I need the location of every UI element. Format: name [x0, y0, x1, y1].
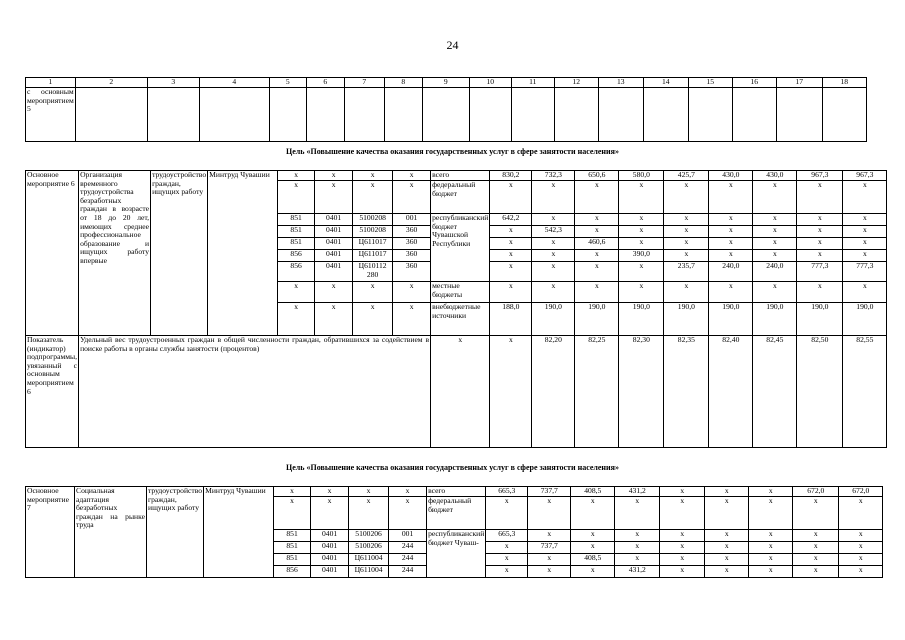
budget-code-cell: 856 — [274, 566, 311, 578]
measure-result: трудоустройство граждан, ищущих работу — [147, 487, 204, 578]
amount-cell: x — [753, 282, 797, 303]
indicator-6-value: x — [490, 336, 532, 448]
column-number: 1 — [26, 78, 76, 88]
column-number: 2 — [75, 78, 147, 88]
amount-cell: 777,3 — [797, 262, 843, 282]
column-number: 10 — [469, 78, 511, 88]
empty-cell — [75, 88, 147, 142]
amount-cell: x — [749, 566, 793, 578]
amount-cell: 240,0 — [709, 262, 753, 282]
amount-cell: x — [797, 238, 843, 250]
amount-cell: x — [709, 226, 753, 238]
budget-code-cell: 5100206 — [349, 530, 389, 542]
amount-cell: x — [571, 542, 615, 554]
budget-code-cell: 851 — [278, 238, 315, 250]
funding-source: федеральный бюджет — [427, 497, 486, 530]
empty-cell — [598, 88, 643, 142]
budget-code-cell: Ц611004 — [349, 566, 389, 578]
amount-cell: 737,7 — [528, 487, 571, 497]
funding-source: всего — [427, 487, 486, 497]
indicator-6-value: 82,50 — [797, 336, 843, 448]
amount-cell: x — [571, 566, 615, 578]
budget-code-cell: x — [315, 171, 353, 181]
amount-cell: x — [793, 530, 839, 542]
amount-cell: x — [528, 554, 571, 566]
column-number: 15 — [688, 78, 732, 88]
amount-cell: 431,2 — [615, 566, 660, 578]
amount-cell: x — [705, 487, 749, 497]
amount-cell: x — [709, 238, 753, 250]
continuation-name: с основным мероприятием 5 — [26, 88, 76, 142]
amount-cell: x — [705, 530, 749, 542]
indicator-6-value: 82,45 — [753, 336, 797, 448]
amount-cell: x — [843, 214, 887, 226]
amount-cell: 460,6 — [575, 238, 619, 250]
budget-code-cell: 360 — [393, 262, 431, 282]
budget-code-cell: 0401 — [311, 554, 349, 566]
amount-cell: x — [660, 554, 705, 566]
amount-cell: x — [619, 214, 664, 226]
empty-cell — [776, 88, 822, 142]
amount-cell: x — [753, 250, 797, 262]
budget-code-cell: x — [278, 303, 315, 336]
budget-code-cell: 851 — [274, 530, 311, 542]
budget-code-cell: 360 — [393, 250, 431, 262]
indicator-6-value: 82,30 — [619, 336, 664, 448]
indicator-6-value: x — [431, 336, 490, 448]
budget-code-cell: 5100208 — [353, 214, 393, 226]
amount-cell: x — [839, 554, 883, 566]
funding-source: республиканский бюджет Чувашской Республики — [431, 214, 490, 282]
amount-cell: x — [797, 282, 843, 303]
indicator-6-value: 82,55 — [843, 336, 887, 448]
amount-cell: 642,2 — [490, 214, 532, 226]
amount-cell: x — [709, 282, 753, 303]
amount-cell: x — [843, 226, 887, 238]
measure-executor: Минтруд Чувашии — [208, 171, 278, 336]
amount-cell: x — [490, 250, 532, 262]
budget-code-cell: 0401 — [311, 542, 349, 554]
amount-cell: x — [575, 181, 619, 214]
amount-cell: x — [486, 554, 528, 566]
funding-source: республиканский бюджет Чуваш- — [427, 530, 486, 578]
amount-cell: x — [660, 566, 705, 578]
empty-cell — [554, 88, 598, 142]
budget-code-cell: Ц610112 280 — [353, 262, 393, 282]
empty-cell — [643, 88, 688, 142]
budget-code-cell: x — [393, 282, 431, 303]
indicator-6-value: 82,20 — [532, 336, 575, 448]
amount-cell: 777,3 — [843, 262, 887, 282]
amount-cell: x — [490, 282, 532, 303]
column-number: 9 — [422, 78, 469, 88]
amount-cell: x — [490, 181, 532, 214]
amount-cell: x — [839, 530, 883, 542]
amount-cell: 190,0 — [575, 303, 619, 336]
amount-cell: x — [705, 554, 749, 566]
indicator-6-value: 82,40 — [709, 336, 753, 448]
budget-code-cell: x — [389, 487, 427, 497]
amount-cell: 190,0 — [532, 303, 575, 336]
budget-code-cell: 244 — [389, 566, 427, 578]
amount-cell: 830,2 — [490, 171, 532, 181]
measure-executor: Минтруд Чувашии — [204, 487, 274, 578]
budget-code-cell: 001 — [393, 214, 431, 226]
amount-cell: x — [843, 282, 887, 303]
amount-cell: 408,5 — [571, 554, 615, 566]
amount-cell: x — [615, 530, 660, 542]
amount-cell: x — [575, 214, 619, 226]
amount-cell: x — [664, 181, 709, 214]
budget-row — [26, 171, 887, 181]
column-number: 7 — [344, 78, 384, 88]
indicator-6-name: Показатель (индикатор) подпрограммы, увязанный с основным мероприятием 6 — [26, 336, 79, 448]
amount-cell: 190,0 — [709, 303, 753, 336]
amount-cell: x — [532, 262, 575, 282]
empty-cell — [344, 88, 384, 142]
indicator-6-row — [26, 336, 887, 448]
amount-cell: x — [660, 497, 705, 530]
amount-cell: x — [528, 566, 571, 578]
amount-cell: x — [793, 554, 839, 566]
measure-name: Основное мероприятие 7 — [26, 487, 75, 578]
empty-cell — [306, 88, 344, 142]
budget-code-cell: x — [353, 282, 393, 303]
amount-cell: 737,7 — [528, 542, 571, 554]
amount-cell: x — [664, 250, 709, 262]
funding-source: федеральный бюджет — [431, 181, 490, 214]
amount-cell: 190,0 — [797, 303, 843, 336]
budget-code-cell: 851 — [274, 542, 311, 554]
budget-code-cell: x — [353, 181, 393, 214]
amount-cell: x — [619, 282, 664, 303]
budget-code-cell: 244 — [389, 542, 427, 554]
amount-cell: 580,0 — [619, 171, 664, 181]
amount-cell: x — [664, 238, 709, 250]
column-number: 12 — [554, 78, 598, 88]
amount-cell: x — [660, 542, 705, 554]
budget-code-cell: x — [353, 171, 393, 181]
column-number: 8 — [384, 78, 422, 88]
amount-cell: x — [843, 238, 887, 250]
amount-cell: x — [749, 542, 793, 554]
amount-cell: 542,3 — [532, 226, 575, 238]
column-number: 11 — [511, 78, 554, 88]
amount-cell: x — [490, 238, 532, 250]
goal-heading-2: Цель «Повышение качества оказания государственных услуг в сфере занятости населения» — [286, 463, 619, 472]
column-number: 4 — [199, 78, 269, 88]
budget-code-cell: x — [353, 303, 393, 336]
amount-cell: 967,3 — [843, 171, 887, 181]
column-number: 13 — [598, 78, 643, 88]
empty-cell — [469, 88, 511, 142]
amount-cell: 190,0 — [753, 303, 797, 336]
amount-cell: x — [486, 542, 528, 554]
budget-code-cell: 5100206 — [349, 542, 389, 554]
column-number: 18 — [822, 78, 866, 88]
amount-cell: x — [797, 214, 843, 226]
budget-code-cell: x — [393, 303, 431, 336]
amount-cell: 431,2 — [615, 487, 660, 497]
amount-cell: x — [705, 497, 749, 530]
budget-code-cell: x — [349, 497, 389, 530]
indicator-6-value: 82,35 — [664, 336, 709, 448]
amount-cell: 672,0 — [793, 487, 839, 497]
budget-row — [26, 487, 883, 497]
measure-name: Основное мероприятие 6 — [26, 171, 79, 336]
column-number: 16 — [732, 78, 776, 88]
funding-source: всего — [431, 171, 490, 181]
measure-7-table — [25, 486, 883, 578]
budget-code-cell: Ц611004 — [349, 554, 389, 566]
amount-cell: x — [793, 566, 839, 578]
budget-code-cell: x — [393, 181, 431, 214]
budget-code-cell: x — [278, 181, 315, 214]
amount-cell: x — [660, 487, 705, 497]
amount-cell: x — [575, 226, 619, 238]
budget-code-cell: 0401 — [315, 262, 353, 282]
amount-cell: x — [532, 214, 575, 226]
amount-cell: x — [615, 554, 660, 566]
amount-cell: x — [528, 497, 571, 530]
indicator-6-description: Удельный вес трудоустроенных граждан в общей численности граждан, обратившихся за содействием в поиске работы в органы службы занятости (процентов) — [79, 336, 431, 448]
budget-code-cell: x — [349, 487, 389, 497]
amount-cell: x — [571, 530, 615, 542]
amount-cell: x — [615, 542, 660, 554]
amount-cell: x — [490, 262, 532, 282]
amount-cell: x — [839, 542, 883, 554]
measure-description: Организация временного трудоустройства безработных граждан в возрасте от 18 до 20 лет, имеющих среднее профессиональное образование и ищущих работу впервые — [79, 171, 151, 336]
amount-cell: x — [528, 530, 571, 542]
amount-cell: x — [709, 250, 753, 262]
amount-cell: x — [532, 282, 575, 303]
budget-code-cell: 0401 — [315, 214, 353, 226]
page-number: 24 — [446, 38, 459, 52]
amount-cell: x — [705, 566, 749, 578]
amount-cell: 967,3 — [797, 171, 843, 181]
amount-cell: 240,0 — [753, 262, 797, 282]
amount-cell: x — [619, 262, 664, 282]
empty-cell — [422, 88, 469, 142]
budget-code-cell: x — [315, 303, 353, 336]
amount-cell: x — [660, 530, 705, 542]
empty-cell — [822, 88, 866, 142]
budget-code-cell: x — [274, 497, 311, 530]
amount-cell: x — [749, 554, 793, 566]
budget-code-cell: 851 — [274, 554, 311, 566]
amount-cell: 430,0 — [753, 171, 797, 181]
amount-cell: x — [615, 497, 660, 530]
amount-cell: x — [753, 181, 797, 214]
budget-code-cell: x — [274, 487, 311, 497]
budget-code-cell: 0401 — [315, 226, 353, 238]
amount-cell: x — [753, 214, 797, 226]
budget-code-cell: 851 — [278, 214, 315, 226]
budget-code-cell: 0401 — [311, 530, 349, 542]
amount-cell: x — [486, 566, 528, 578]
amount-cell: x — [664, 214, 709, 226]
amount-cell: 188,0 — [490, 303, 532, 336]
measure-result: трудоустройство граждан, ищущих работу — [151, 171, 208, 336]
amount-cell: 665,3 — [486, 487, 528, 497]
amount-cell: x — [490, 226, 532, 238]
column-number: 3 — [147, 78, 199, 88]
budget-code-cell: x — [389, 497, 427, 530]
amount-cell: 430,0 — [709, 171, 753, 181]
budget-code-cell: x — [311, 497, 349, 530]
amount-cell: x — [843, 250, 887, 262]
amount-cell: 190,0 — [664, 303, 709, 336]
amount-cell: x — [749, 497, 793, 530]
amount-cell: x — [793, 497, 839, 530]
budget-code-cell: x — [315, 181, 353, 214]
amount-cell: x — [797, 226, 843, 238]
measure-6-table — [25, 170, 887, 448]
amount-cell: x — [575, 262, 619, 282]
funding-source: внебюджетные источники — [431, 303, 490, 336]
empty-cell — [199, 88, 269, 142]
column-number: 17 — [776, 78, 822, 88]
amount-cell: 672,0 — [839, 487, 883, 497]
budget-code-cell: 0401 — [311, 566, 349, 578]
amount-cell: x — [619, 181, 664, 214]
amount-cell: x — [709, 214, 753, 226]
budget-code-cell: 244 — [389, 554, 427, 566]
budget-code-cell: 5100208 — [353, 226, 393, 238]
budget-code-cell: 001 — [389, 530, 427, 542]
amount-cell: 425,7 — [664, 171, 709, 181]
amount-cell: x — [797, 181, 843, 214]
empty-cell — [384, 88, 422, 142]
budget-code-cell: 0401 — [315, 250, 353, 262]
funding-source: местные бюджеты — [431, 282, 490, 303]
amount-cell: x — [793, 542, 839, 554]
budget-code-cell: x — [311, 487, 349, 497]
budget-code-cell: x — [393, 171, 431, 181]
indicator-6-value: 82,25 — [575, 336, 619, 448]
budget-code-cell: 0401 — [315, 238, 353, 250]
amount-cell: x — [749, 530, 793, 542]
empty-cell — [732, 88, 776, 142]
table-header-block — [25, 77, 867, 142]
amount-cell: x — [532, 250, 575, 262]
amount-cell: 190,0 — [843, 303, 887, 336]
continuation-row — [26, 88, 867, 142]
amount-cell: 650,6 — [575, 171, 619, 181]
amount-cell: x — [839, 566, 883, 578]
amount-cell: x — [705, 542, 749, 554]
amount-cell: 665,3 — [486, 530, 528, 542]
amount-cell: 190,0 — [619, 303, 664, 336]
amount-cell: 235,7 — [664, 262, 709, 282]
goal-heading-1: Цель «Повышение качества оказания государственных услуг в сфере занятости населения» — [286, 147, 619, 156]
amount-cell: x — [664, 226, 709, 238]
amount-cell: x — [749, 487, 793, 497]
amount-cell: x — [486, 497, 528, 530]
amount-cell: x — [575, 250, 619, 262]
amount-cell: x — [753, 226, 797, 238]
budget-code-cell: 856 — [278, 262, 315, 282]
empty-cell — [269, 88, 306, 142]
budget-code-cell: x — [315, 282, 353, 303]
amount-cell: 390,0 — [619, 250, 664, 262]
budget-code-cell: 360 — [393, 226, 431, 238]
budget-code-cell: Ц611017 — [353, 250, 393, 262]
amount-cell: x — [532, 181, 575, 214]
budget-code-cell: x — [278, 282, 315, 303]
empty-cell — [147, 88, 199, 142]
amount-cell: x — [619, 238, 664, 250]
amount-cell: 408,5 — [571, 487, 615, 497]
empty-cell — [511, 88, 554, 142]
empty-cell — [688, 88, 732, 142]
amount-cell: x — [575, 282, 619, 303]
budget-code-cell: Ц611017 — [353, 238, 393, 250]
column-number: 6 — [306, 78, 344, 88]
amount-cell: x — [571, 497, 615, 530]
amount-cell: x — [797, 250, 843, 262]
amount-cell: x — [619, 226, 664, 238]
column-number-row — [26, 78, 867, 88]
amount-cell: x — [664, 282, 709, 303]
budget-code-cell: 856 — [278, 250, 315, 262]
amount-cell: x — [532, 238, 575, 250]
amount-cell: 732,3 — [532, 171, 575, 181]
budget-code-cell: 360 — [393, 238, 431, 250]
amount-cell: x — [753, 238, 797, 250]
measure-description: Социальная адаптация безработных граждан на рынке труда — [75, 487, 147, 578]
amount-cell: x — [709, 181, 753, 214]
amount-cell: x — [843, 181, 887, 214]
column-number: 14 — [643, 78, 688, 88]
budget-code-cell: 851 — [278, 226, 315, 238]
amount-cell: x — [839, 497, 883, 530]
column-number: 5 — [269, 78, 306, 88]
budget-code-cell: x — [278, 171, 315, 181]
